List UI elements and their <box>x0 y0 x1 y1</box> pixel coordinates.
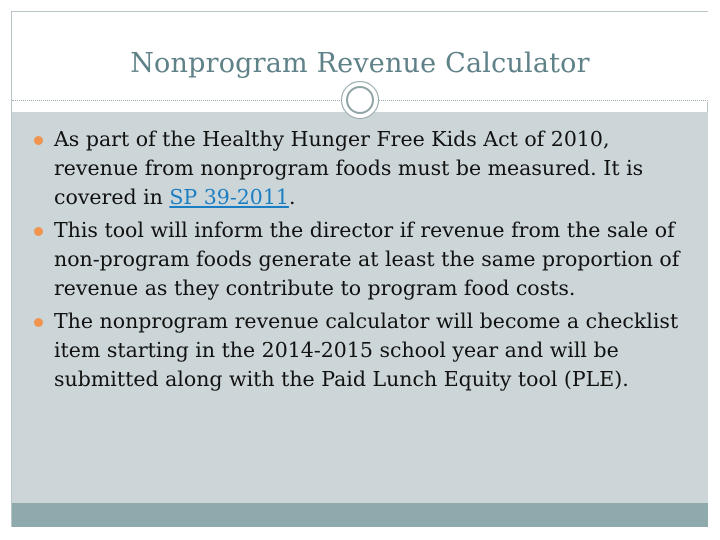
sp-39-2011-link[interactable]: SP 39-2011 <box>169 185 289 209</box>
bullet-item-1 <box>32 125 692 212</box>
footer-band <box>12 503 708 527</box>
bullet-list <box>32 125 692 398</box>
bullet-dot-icon <box>34 318 43 327</box>
bullet-item-2 <box>32 216 692 303</box>
bullet-3-text: The nonprogram revenue calculator will become a checklist item starting in the 2014-2015 school year and will be submitted along with the Paid Lunch Equity tool (PLE). <box>54 309 679 391</box>
bullet-dot-icon <box>34 136 43 145</box>
bullet-1-text: As part of the Healthy Hunger Free Kids Act of 2010, revenue from nonprogram foods must be measured. It is covered in <box>54 127 644 209</box>
bullet-dot-icon <box>34 227 43 236</box>
bullet-2-text: This tool will inform the director if revenue from the sale of non-program foods generate at least the same proportion of revenue as they contribute to program food costs. <box>54 218 680 300</box>
bullet-1-end: . <box>288 185 296 209</box>
ring-inner-circle <box>346 86 374 114</box>
ring-ornament-icon <box>341 81 379 119</box>
bullet-item-3 <box>32 307 692 394</box>
slide-title: Nonprogram Revenue Calculator <box>130 48 590 79</box>
